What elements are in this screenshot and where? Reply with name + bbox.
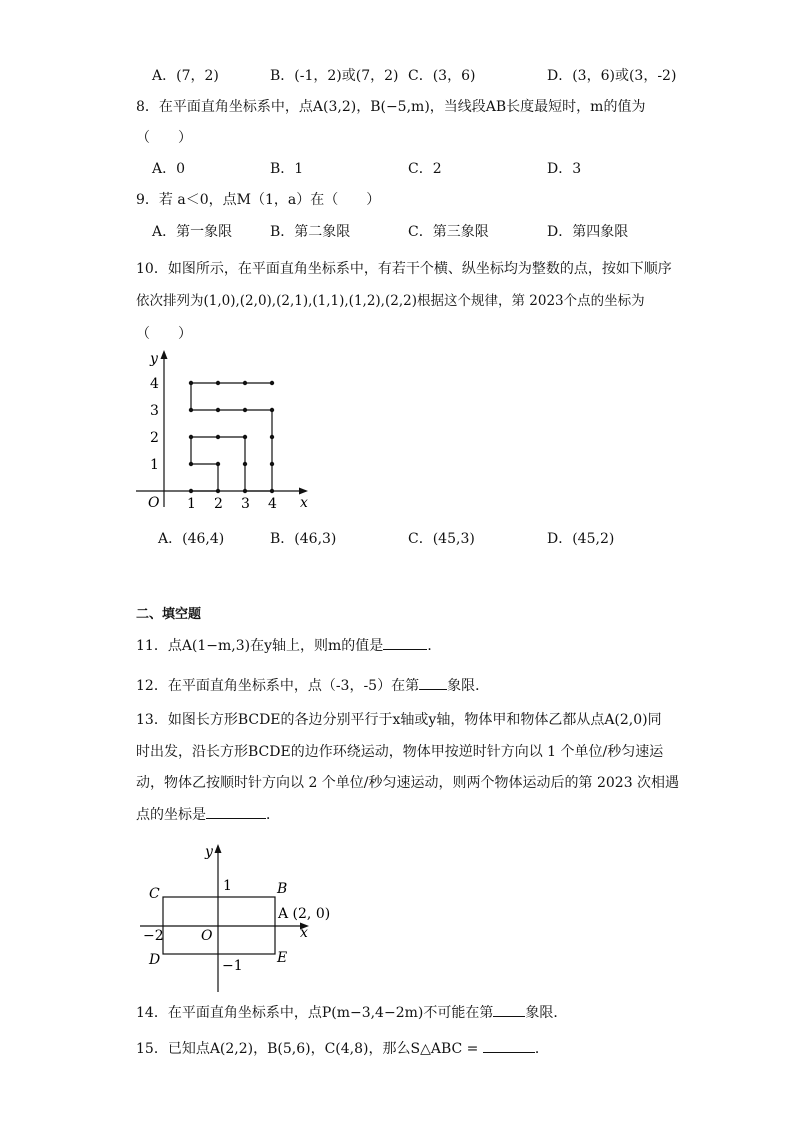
q10-stem-line2: 依次排列为(1,0),(2,0),(2,1),(1,1),(1,2),(2,2)根据这个规律，第 2023个点的坐标为 <box>136 293 645 309</box>
q10-y-label: y <box>150 351 158 367</box>
q10-lattice-point <box>243 408 247 412</box>
q8-stem: 8．在平面直角坐标系中，点A(3,2)，B(−5,m)，当线段AB长度最短时，m的值为 <box>136 99 646 115</box>
q10-x-tick-3: 3 <box>241 496 250 512</box>
q8-option-d: D．3 <box>547 161 582 177</box>
q10-lattice-point <box>270 435 274 439</box>
q13-point-c: C <box>149 886 160 902</box>
q7-option-a: A．(7，2) <box>152 68 219 84</box>
q14 <box>136 1002 567 1023</box>
q13-stem-line4-text: 点的坐标是 <box>136 807 206 823</box>
q14-stem: 14．在平面直角坐标系中，点P(m−3,4−2m)不可能在第 <box>136 1005 494 1021</box>
q10-x-tick-4: 4 <box>268 496 277 512</box>
q13-point-a: A (2, 0) <box>278 906 331 922</box>
q13-answer-blank[interactable] <box>206 804 266 819</box>
q10-option-a: A．(46,4) <box>158 531 225 547</box>
q10-spiral-figure <box>128 345 328 515</box>
q13-rectangle-figure <box>135 840 335 1000</box>
q8-answer-paren: （ ） <box>136 130 192 146</box>
q10-spiral-line <box>191 383 272 491</box>
q14-end: 象限． <box>525 1005 568 1021</box>
q10-lattice-point <box>270 408 274 412</box>
q13-point-b: B <box>277 881 288 897</box>
q10-lattice-point <box>189 381 193 385</box>
q10-y-tick-1: 1 <box>150 457 159 473</box>
q7-option-c: C．(3，6) <box>408 68 476 84</box>
q10-option-d: D．(45,2) <box>547 531 615 547</box>
q13-stem-line4 <box>136 804 280 825</box>
q12-answer-blank[interactable] <box>419 675 447 690</box>
q12-stem: 12．在平面直角坐标系中，点（-3，-5）在第 <box>136 678 420 694</box>
q10-stem-line1: 10．如图所示，在平面直角坐标系中，有若干个横、纵坐标均为整数的点，按如下顺序 <box>136 261 672 277</box>
q10-y-tick-4: 4 <box>150 376 159 392</box>
q10-lattice-point <box>216 381 220 385</box>
q10-lattice-point <box>270 489 274 493</box>
q15-stem: 15．已知点A(2,2)，B(5,6)，C(4,8)，那么S△ABC = <box>136 1041 479 1057</box>
q7-option-d: D．(3，6)或(3，-2) <box>547 68 677 84</box>
q10-lattice-point <box>189 462 193 466</box>
q13-y-label: y <box>205 844 213 860</box>
q8-option-c: C．2 <box>408 161 442 177</box>
q10-y-axis-arrow <box>161 350 168 359</box>
q10-y-tick-2: 2 <box>150 430 159 446</box>
q10-origin-label: O <box>148 495 160 511</box>
q10-spiral-path <box>189 381 274 493</box>
q10-x-axis-arrow <box>299 488 308 495</box>
q10-lattice-point <box>243 381 247 385</box>
q10-lattice-point <box>216 435 220 439</box>
q9-option-c: C．第三象限 <box>408 224 489 240</box>
q10-lattice-point <box>189 489 193 493</box>
q13-end: ． <box>266 807 280 823</box>
q13-x-label: x <box>300 925 308 941</box>
q9-option-b: B．第二象限 <box>270 224 351 240</box>
q10-lattice-point <box>189 435 193 439</box>
q13-stem-line2: 时出发，沿长方形BCDE的边作环绕运动，物体甲按逆时针方向以 1 个单位/秒匀速运 <box>136 744 664 760</box>
q11-answer-blank[interactable] <box>383 635 427 650</box>
q9-stem: 9．若 a＜0，点M（1，a）在（ ） <box>136 192 381 208</box>
q10-lattice-point <box>216 489 220 493</box>
q10-x-tick-1: 1 <box>187 496 196 512</box>
q15-end: ． <box>534 1041 549 1057</box>
q10-lattice-point <box>270 462 274 466</box>
q10-lattice-point <box>243 462 247 466</box>
q13-stem-line3: 动，物体乙按顺时针方向以 2 个单位/秒匀速运动，则两个物体运动后的第 2023 次相遇 <box>136 775 680 791</box>
q13-label-1: 1 <box>223 878 232 894</box>
q10-option-b: B．(46,3) <box>270 531 337 547</box>
q10-y-tick-3: 3 <box>150 403 159 419</box>
q10-x-tick-2: 2 <box>214 496 223 512</box>
q10-lattice-point <box>243 489 247 493</box>
q11 <box>136 635 441 656</box>
q8-option-a: A．0 <box>152 161 186 177</box>
q9-option-d: D．第四象限 <box>547 224 629 240</box>
q9-option-a: A．第一象限 <box>152 224 233 240</box>
q7-option-b: B．(-1，2)或(7，2) <box>270 68 399 84</box>
q10-x-label: x <box>300 495 308 511</box>
q10-lattice-point <box>189 408 193 412</box>
q13-label-neg2: −2 <box>143 928 164 944</box>
q10-option-c: C．(45,3) <box>408 531 475 547</box>
q13-stem-line1: 13．如图长方形BCDE的各边分别平行于x轴或y轴，物体甲和物体乙都从点A(2,0)同 <box>136 712 662 728</box>
q13-origin-label: O <box>201 928 213 944</box>
q10-lattice-point <box>270 381 274 385</box>
q13-label-neg1: −1 <box>222 958 243 974</box>
q15-answer-blank[interactable] <box>483 1038 535 1053</box>
q15 <box>136 1038 549 1059</box>
q10-answer-paren: （ ） <box>136 326 192 342</box>
q8-option-b: B．1 <box>270 161 304 177</box>
section-title: 二、填空题 <box>136 607 202 622</box>
q13-point-d: D <box>149 952 161 968</box>
q11-stem: 11．点A(1−m,3)在y轴上，则m的值是 <box>136 638 384 654</box>
q11-end: ． <box>427 638 442 654</box>
q14-answer-blank[interactable] <box>493 1002 525 1017</box>
q10-lattice-point <box>216 462 220 466</box>
q13-y-axis-arrow <box>215 844 222 853</box>
q12 <box>136 675 489 696</box>
q13-point-e: E <box>277 950 288 966</box>
q10-lattice-point <box>216 408 220 412</box>
q12-end: 象限． <box>447 678 490 694</box>
q10-lattice-point <box>243 435 247 439</box>
